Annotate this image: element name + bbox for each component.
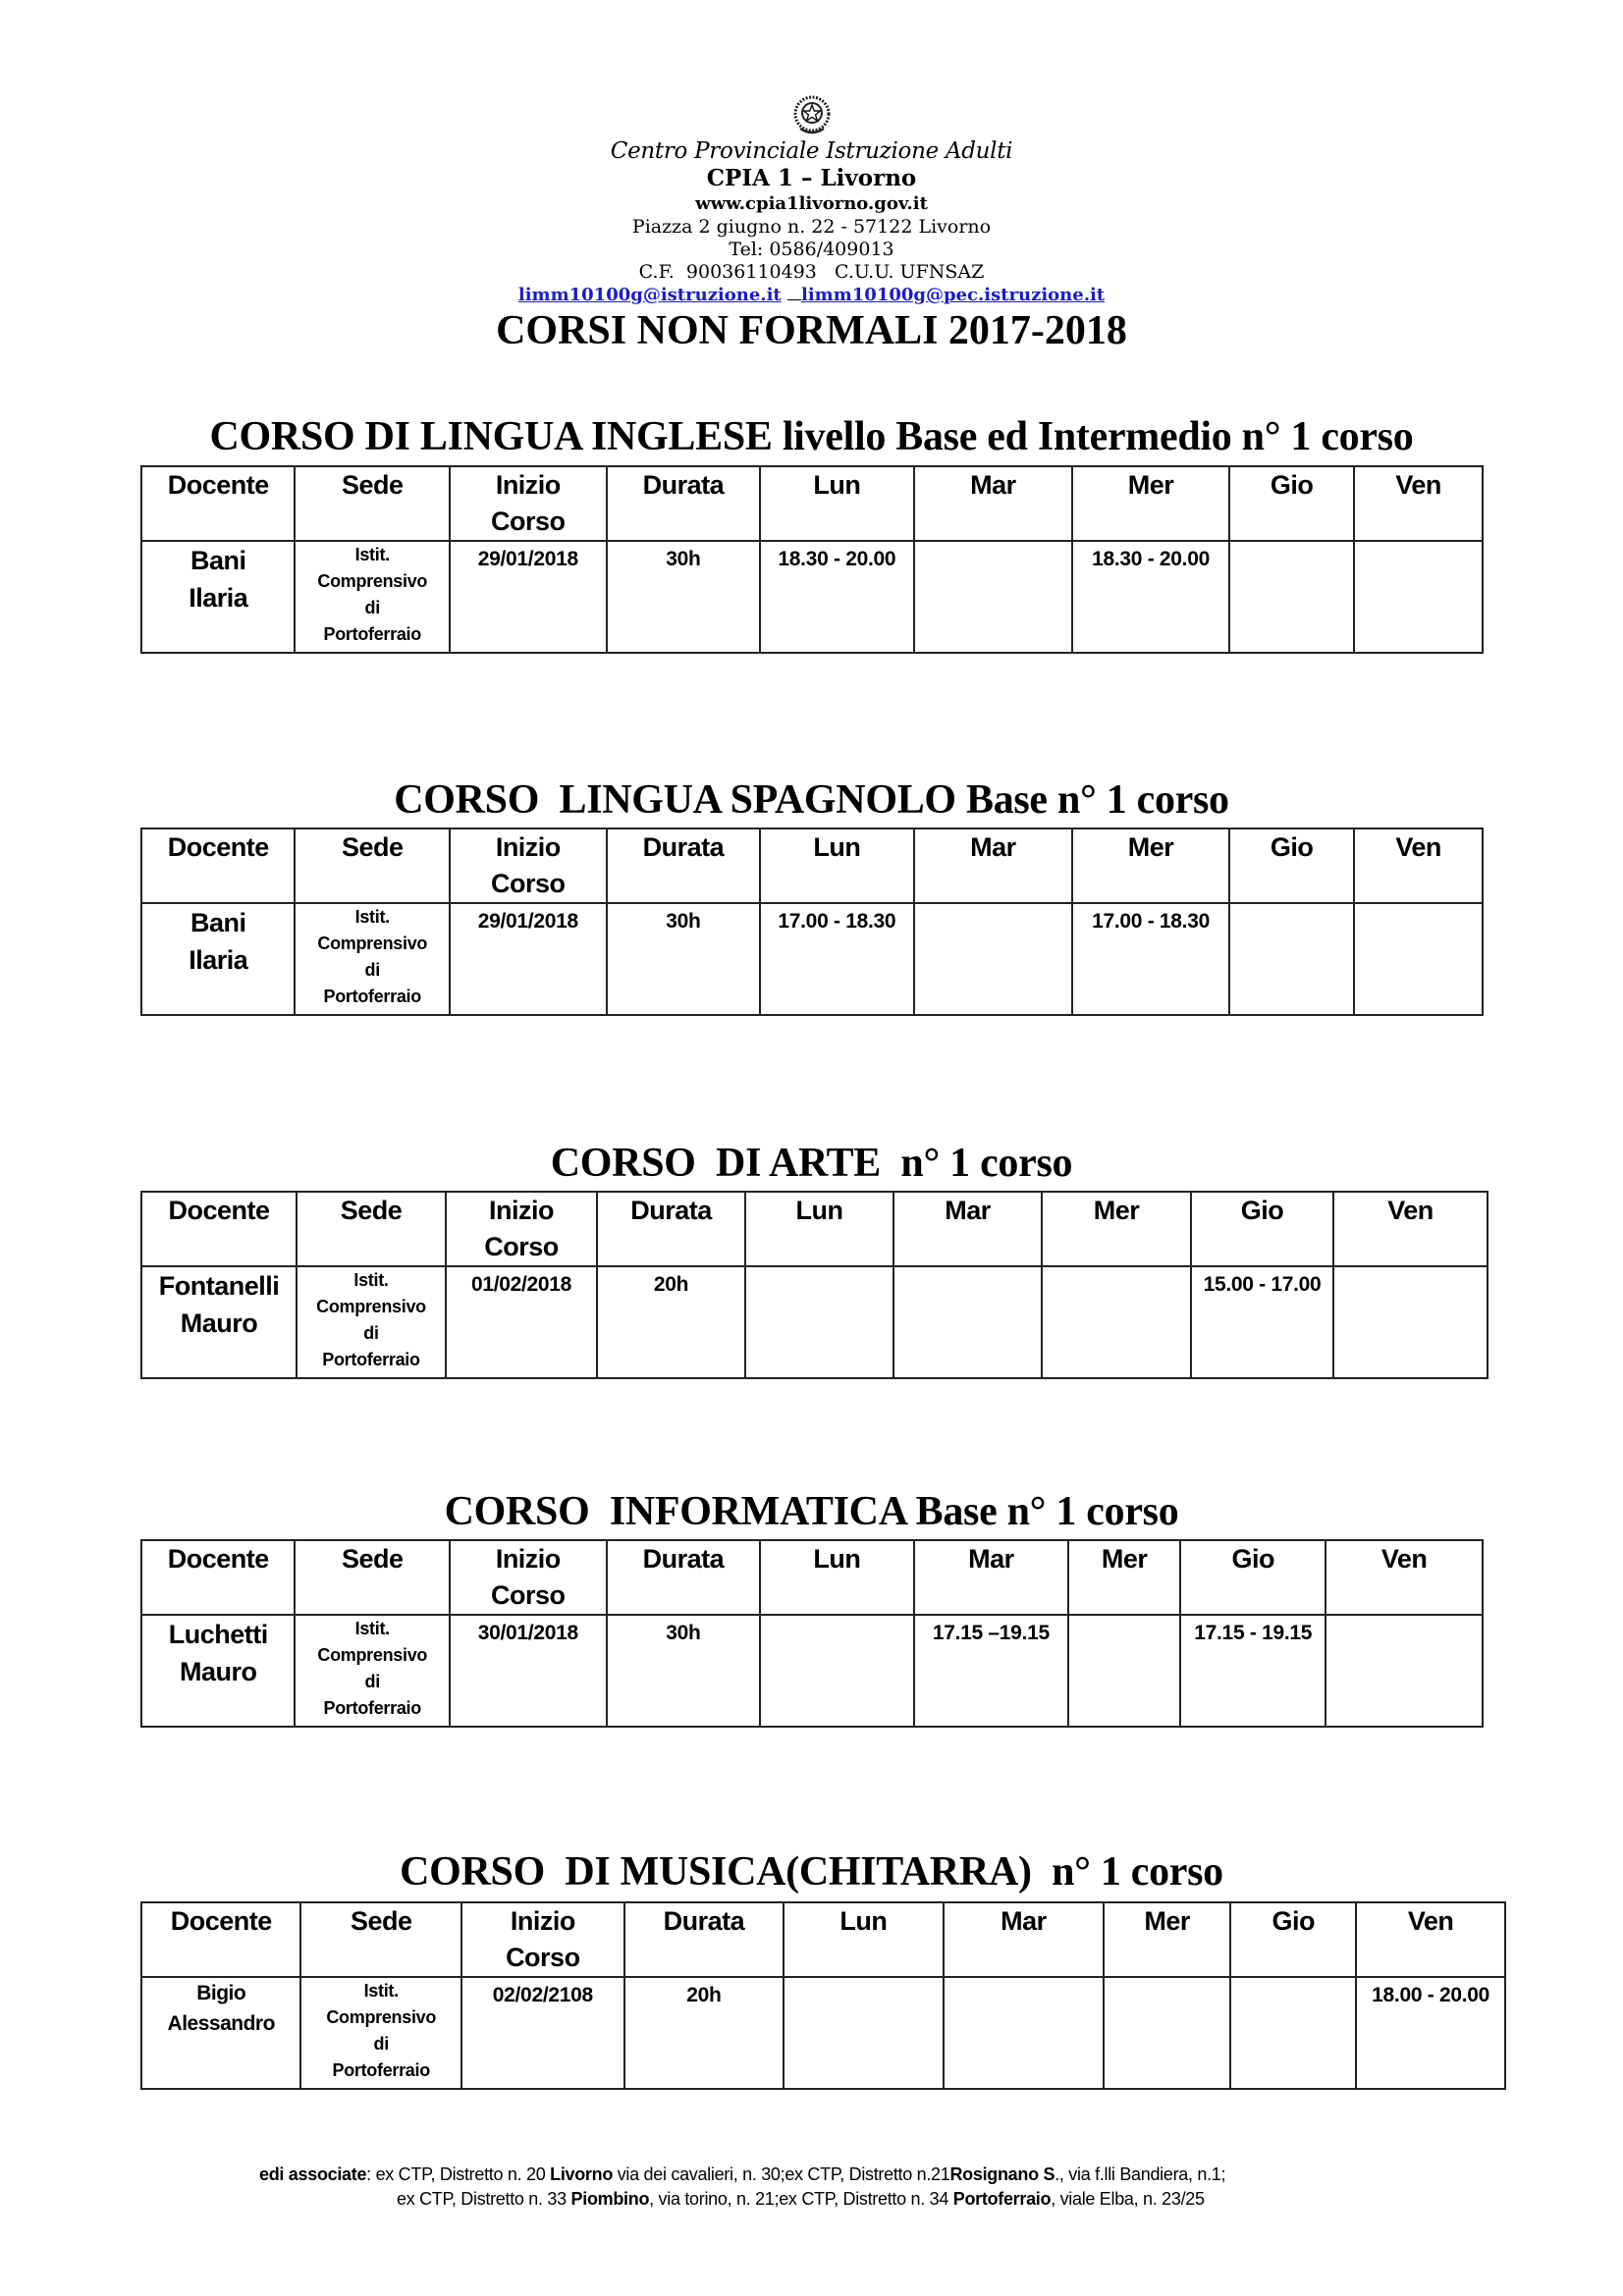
col-durata: Durata (597, 1192, 745, 1266)
col-inizio-corso: Inizio Corso (446, 1192, 597, 1266)
cell-sede: Istit. Comprensivo di Portoferraio (297, 1266, 446, 1378)
cell-mar: 17.15 –19.15 (914, 1615, 1069, 1727)
cell-sede: Istit. Comprensivo di Portoferraio (295, 903, 450, 1015)
cell-lun (760, 1615, 913, 1727)
table-header-row (141, 1540, 1483, 1615)
col-gio: Gio (1230, 1902, 1356, 1977)
col-mar: Mar (914, 828, 1073, 903)
table-header-row (141, 466, 1483, 541)
course-title: CORSO DI LINGUA INGLESE livello Base ed Intermedio n° 1 corso (209, 414, 1414, 459)
document-title: CORSI NON FORMALI 2017-2018 (496, 308, 1127, 353)
table-header-row (141, 828, 1483, 903)
table-row (141, 1615, 1483, 1727)
course-title: CORSO LINGUA SPAGNOLO Base n° 1 corso (394, 777, 1229, 823)
col-sede: Sede (297, 1192, 446, 1266)
col-docente: Docente (141, 466, 295, 541)
footer-line-1: edi associate: ex CTP, Distretto n. 20 Livorno via dei cavalieri, n. 30;ex CTP, Distretto n.21Rosignano S., via f.lli Bandiera, n.1; (259, 2164, 1226, 2184)
col-lun: Lun (745, 1192, 893, 1266)
email-links (0, 284, 1623, 307)
col-ven: Ven (1325, 1540, 1483, 1615)
pec-email-link[interactable]: limm10100g@pec.istruzione.it (801, 285, 1106, 305)
course-table-english (140, 465, 1484, 654)
col-mer: Mer (1068, 1540, 1180, 1615)
address: Piazza 2 giugno n. 22 - 57122 Livorno (631, 216, 992, 238)
cell-durata: 20h (597, 1266, 745, 1378)
cell-gio: 15.00 - 17.00 (1191, 1266, 1333, 1378)
cell-gio: 17.15 - 19.15 (1180, 1615, 1325, 1727)
course-section-art (0, 1139, 1623, 1188)
cell-mar (893, 1266, 1042, 1378)
col-gio: Gio (1229, 466, 1354, 541)
course-title: CORSO INFORMATICA Base n° 1 corso (444, 1489, 1179, 1534)
cell-docente: Luchetti Mauro (141, 1615, 295, 1727)
col-inizio-corso: Inizio Corso (450, 1540, 607, 1615)
phone: Tel: 0586/409013 (729, 239, 894, 260)
col-gio: Gio (1191, 1192, 1333, 1266)
website: www.cpia1livorno.gov.it (695, 193, 928, 214)
cell-mer (1068, 1615, 1180, 1727)
col-mer: Mer (1042, 1192, 1191, 1266)
cell-durata: 30h (607, 903, 760, 1015)
col-inizio-corso: Inizio Corso (450, 828, 607, 903)
cell-gio (1230, 1977, 1356, 2089)
cpia-name: CPIA 1 – Livorno (706, 165, 917, 191)
course-section-english (0, 412, 1623, 461)
cell-ven (1354, 541, 1483, 653)
col-ven: Ven (1354, 828, 1483, 903)
col-docente: Docente (141, 828, 295, 903)
col-mar: Mar (914, 466, 1073, 541)
cell-gio (1229, 903, 1354, 1015)
course-section-informatica (0, 1487, 1623, 1536)
cell-docente: Bani Ilaria (141, 541, 295, 653)
cell-mar (914, 903, 1073, 1015)
cell-mar (944, 1977, 1105, 2089)
email-link[interactable]: limm10100g@istruzione.it (517, 285, 782, 305)
col-mer: Mer (1104, 1902, 1230, 1977)
letterhead (0, 93, 1623, 354)
cell-docente: Bigio Alessandro (141, 1977, 300, 2089)
course-table-music (140, 1901, 1506, 2090)
cell-lun (784, 1977, 943, 2089)
cell-sede: Istit. Comprensivo di Portoferraio (300, 1977, 461, 2089)
table-row (141, 1266, 1488, 1378)
cell-sede: Istit. Comprensivo di Portoferraio (295, 1615, 450, 1727)
cell-ven (1333, 1266, 1488, 1378)
course-section-spanish (0, 775, 1623, 825)
cell-ven (1354, 903, 1483, 1015)
col-ven: Ven (1354, 466, 1483, 541)
institution-name: Centro Provinciale Istruzione Adulti (610, 138, 1013, 164)
cell-mer (1042, 1266, 1191, 1378)
course-section-music (0, 1847, 1623, 1896)
cell-mer: 18.30 - 20.00 (1072, 541, 1229, 653)
cell-durata: 30h (607, 541, 760, 653)
table-header-row (141, 1902, 1505, 1977)
cell-sede: Istit. Comprensivo di Portoferraio (295, 541, 450, 653)
col-sede: Sede (295, 828, 450, 903)
col-docente: Docente (141, 1540, 295, 1615)
cell-lun (745, 1266, 893, 1378)
cell-gio (1229, 541, 1354, 653)
col-lun: Lun (760, 466, 913, 541)
cell-ven (1325, 1615, 1483, 1727)
separator (787, 298, 801, 300)
cell-mer (1104, 1977, 1230, 2089)
cell-mar (914, 541, 1073, 653)
table-row (141, 1977, 1505, 2089)
col-inizio-corso: Inizio Corso (461, 1902, 624, 1977)
col-durata: Durata (607, 466, 760, 541)
col-docente: Docente (141, 1192, 297, 1266)
col-mar: Mar (914, 1540, 1069, 1615)
cell-lun: 18.30 - 20.00 (760, 541, 913, 653)
course-title: CORSO DI ARTE n° 1 corso (550, 1141, 1073, 1186)
col-durata: Durata (624, 1902, 784, 1977)
cell-durata: 20h (624, 1977, 784, 2089)
col-durata: Durata (607, 828, 760, 903)
cell-inizio: 29/01/2018 (450, 541, 607, 653)
col-inizio-corso: Inizio Corso (450, 466, 607, 541)
course-title: CORSO DI MUSICA(CHITARRA) n° 1 corso (400, 1849, 1223, 1895)
col-lun: Lun (784, 1902, 943, 1977)
cell-inizio: 01/02/2018 (446, 1266, 597, 1378)
col-sede: Sede (300, 1902, 461, 1977)
cell-mer: 17.00 - 18.30 (1072, 903, 1229, 1015)
col-durata: Durata (607, 1540, 760, 1615)
col-gio: Gio (1229, 828, 1354, 903)
table-header-row (141, 1192, 1488, 1266)
course-table-art (140, 1191, 1488, 1379)
fiscal-codes: C.F. 90036110493 C.U.U. UFNSAZ (638, 261, 985, 283)
col-lun: Lun (760, 1540, 913, 1615)
col-gio: Gio (1180, 1540, 1325, 1615)
cell-inizio: 29/01/2018 (450, 903, 607, 1015)
col-mar: Mar (944, 1902, 1105, 1977)
col-sede: Sede (295, 466, 450, 541)
col-ven: Ven (1333, 1192, 1488, 1266)
col-sede: Sede (295, 1540, 450, 1615)
col-mer: Mer (1072, 466, 1229, 541)
cell-durata: 30h (607, 1615, 760, 1727)
cell-inizio: 02/02/2108 (461, 1977, 624, 2089)
col-mar: Mar (893, 1192, 1042, 1266)
cell-docente: Fontanelli Mauro (141, 1266, 297, 1378)
table-row (141, 903, 1483, 1015)
italian-republic-emblem-icon (792, 93, 832, 136)
cell-inizio: 30/01/2018 (450, 1615, 607, 1727)
cell-lun: 17.00 - 18.30 (760, 903, 913, 1015)
footer-line-2: ex CTP, Distretto n. 33 Piombino, via torino, n. 21;ex CTP, Distretto n. 34 Portoferraio, viale Elba, n. 23/25 (397, 2189, 1205, 2209)
col-lun: Lun (760, 828, 913, 903)
col-mer: Mer (1072, 828, 1229, 903)
col-ven: Ven (1356, 1902, 1505, 1977)
cell-docente: Bani Ilaria (141, 903, 295, 1015)
cell-ven: 18.00 - 20.00 (1356, 1977, 1505, 2089)
course-table-informatica (140, 1539, 1484, 1728)
col-docente: Docente (141, 1902, 300, 1977)
course-table-spanish (140, 828, 1484, 1016)
table-row (141, 541, 1483, 653)
